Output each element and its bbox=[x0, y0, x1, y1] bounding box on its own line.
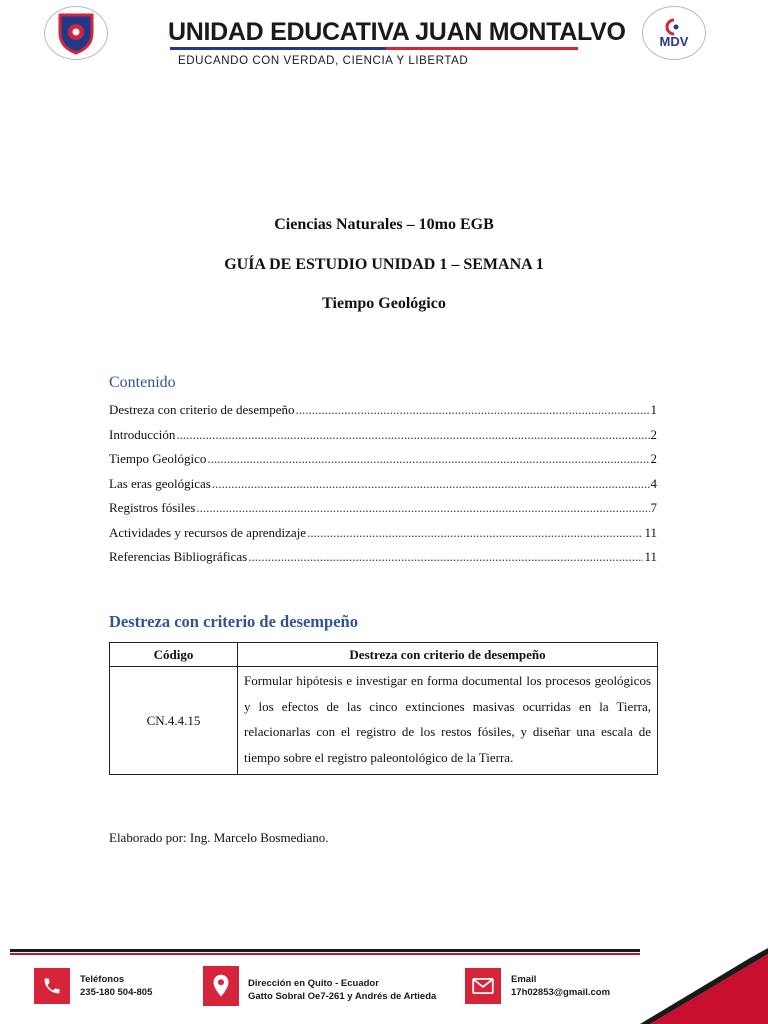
toc-item-page: 1 bbox=[650, 402, 657, 417]
email-value[interactable]: 17h02853@gmail.com bbox=[511, 987, 611, 998]
toc-leader bbox=[307, 525, 643, 541]
footer-rule bbox=[10, 949, 640, 952]
toc-leader bbox=[176, 427, 649, 443]
mdv-logo bbox=[642, 6, 706, 60]
phone-value[interactable]: 235-180 504-805 bbox=[80, 987, 153, 998]
school-crest-logo bbox=[44, 6, 108, 60]
school-name: UNIDAD EDUCATIVA JUAN MONTALVO bbox=[168, 18, 626, 46]
address-label: Dirección en Quito - Ecuador bbox=[248, 978, 379, 989]
topic-title: Tiempo Geológico bbox=[322, 295, 446, 312]
toc-item[interactable] bbox=[109, 402, 657, 427]
skill-description: Formular hipótesis e investigar en forma documental los procesos geológicos y los efectos de las cinco extinciones masivas ocurridas en la Tierra, relacionarlas con el registro de los restos fósiles, y diseñar una escala de tiempo sobre el registro paleontológico de la Tierra. bbox=[238, 667, 658, 775]
toc-item-page: 2 bbox=[650, 426, 657, 442]
author-credit: Elaborado por: Ing. Marcelo Bosmediano. bbox=[109, 830, 329, 845]
toc-item-label: Actividades y recursos de aprendizaje bbox=[109, 524, 307, 540]
address-value: Gatto Sobral Oe7-261 y Andrés de Artieda bbox=[248, 991, 437, 1002]
phone-icon bbox=[34, 968, 70, 1004]
table-header-row bbox=[110, 643, 658, 667]
toc-leader bbox=[207, 451, 649, 467]
email-label: Email bbox=[511, 974, 537, 985]
toc-item-label: Referencias Bibliográficas bbox=[109, 549, 248, 564]
address-block bbox=[248, 977, 436, 1003]
toc-item[interactable] bbox=[109, 525, 657, 550]
column-header-code: Código bbox=[110, 643, 238, 667]
mdv-logo-text: MDV bbox=[659, 33, 689, 49]
section-heading: Destreza con criterio de desempeño bbox=[109, 612, 358, 631]
skill-code: CN.4.4.15 bbox=[110, 667, 238, 775]
toc-item-label: Registros fósiles bbox=[109, 500, 196, 515]
table-of-contents bbox=[109, 402, 657, 574]
location-pin-icon bbox=[203, 966, 239, 1006]
toc-leader bbox=[196, 500, 649, 516]
subject-title: Ciencias Naturales – 10mo EGB bbox=[274, 216, 494, 233]
toc-item[interactable] bbox=[109, 476, 657, 501]
toc-item[interactable] bbox=[109, 500, 657, 525]
toc-item-label: Destreza con criterio de desempeño bbox=[109, 402, 295, 417]
toc-item-page: 2 bbox=[650, 451, 657, 466]
skills-table bbox=[109, 642, 658, 775]
toc-item-page: 4 bbox=[650, 475, 657, 491]
toc-item-label: Las eras geológicas bbox=[109, 475, 211, 491]
toc-item[interactable] bbox=[109, 451, 657, 476]
table-row bbox=[110, 667, 658, 775]
toc-item[interactable] bbox=[109, 549, 657, 574]
toc-item-label: Tiempo Geológico bbox=[109, 451, 207, 466]
email-icon bbox=[465, 968, 501, 1004]
toc-leader bbox=[296, 402, 650, 418]
toc-heading: Contenido bbox=[109, 374, 176, 391]
footer-corner-decoration bbox=[640, 944, 768, 1024]
toc-item[interactable] bbox=[109, 427, 657, 452]
toc-item-label: Introducción bbox=[109, 426, 176, 442]
footer-rule-accent bbox=[10, 953, 710, 955]
guide-title: GUÍA DE ESTUDIO UNIDAD 1 – SEMANA 1 bbox=[224, 256, 544, 273]
header-rule-accent bbox=[386, 47, 578, 50]
toc-item-page: 7 bbox=[650, 500, 657, 515]
phone-block bbox=[80, 973, 152, 999]
phone-label: Teléfonos bbox=[80, 974, 125, 985]
toc-item-page: 11 bbox=[644, 549, 657, 564]
school-motto: EDUCANDO CON VERDAD, CIENCIA Y LIBERTAD bbox=[178, 55, 469, 67]
toc-leader bbox=[212, 476, 650, 492]
email-block bbox=[511, 973, 610, 999]
toc-item-page: 11 bbox=[644, 524, 657, 540]
column-header-skill: Destreza con criterio de desempeño bbox=[238, 643, 658, 667]
toc-leader bbox=[248, 549, 643, 565]
